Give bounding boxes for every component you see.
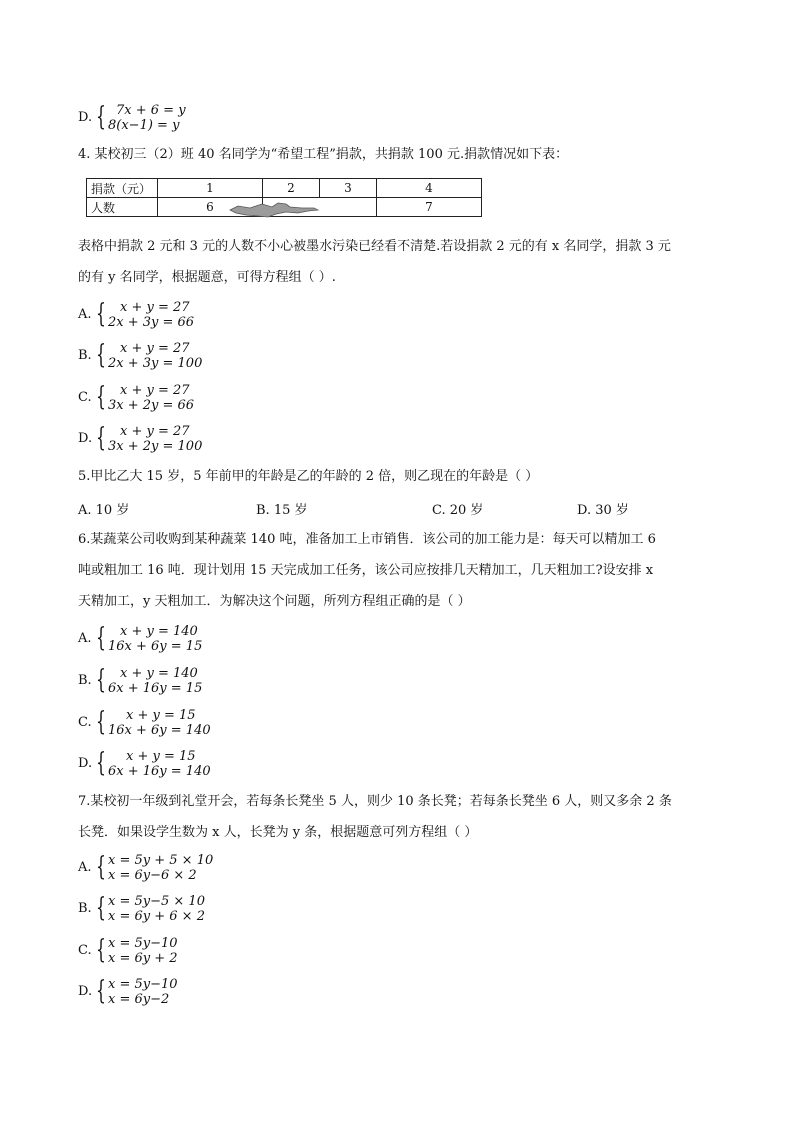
equation-1: x = 5y−10 [108,977,178,992]
option-label: C. [78,390,92,405]
table-cell: 捐款（元） [87,179,158,198]
table-cell: 6 [158,198,263,217]
option-label: A. [78,631,92,646]
q7-line-2: 长凳．如果设学生数为 x 人，长凳为 y 条，根据题意可列方程组（ ） [78,825,478,840]
q6-option-c [78,708,278,738]
option-label: D. [78,984,93,999]
q6-option-b [78,666,278,696]
brace: { [96,707,106,737]
brace: { [96,423,106,453]
q6-line-3: 天精加工，y 天粗加工．为解决这个问题，所列方程组正确的是（ ） [78,594,471,609]
q4-option-c [78,383,278,413]
brace: { [96,102,106,132]
option-label: C. [78,943,92,958]
option-label: D. [78,110,93,125]
equation-2: x = 6y + 6 × 2 [108,909,205,924]
q7-line-1: 7.某校初一年级到礼堂开会，若每条长凳坐 5 人，则少 10 条长凳；若每条长凳坐 6 人，则又多余 2 条 [78,794,672,809]
option-label: C. [78,715,92,730]
equation-2: 2x + 3y = 100 [108,356,203,371]
table-cell: 人数 [87,198,158,217]
q6-option-d [78,749,278,779]
q7-option-d [78,977,298,1007]
q7-option-c [78,936,298,966]
q4-text-2: 的有 y 名同学，根据题意，可得方程组（ ）. [78,270,336,285]
equation-2: 6x + 16y = 140 [108,764,211,779]
equation-2: 3x + 2y = 100 [108,439,203,454]
q7-option-a [78,853,298,883]
q3-option-d [78,103,278,133]
equation-1: x + y = 15 [126,708,196,723]
equation-1: x + y = 27 [120,383,190,398]
equation-1: x = 5y−5 × 10 [108,894,205,909]
brace: { [96,623,106,653]
table-cell: 1 [158,179,263,198]
equation-1: x + y = 15 [126,749,196,764]
equation-2: x = 6y−2 [108,992,170,1007]
table-row [87,179,482,198]
q5-stem: 5.甲比乙大 15 岁，5 年前甲的年龄是乙的年龄的 2 倍，则乙现在的年龄是（ ） [78,469,539,484]
equation-1: x = 5y + 5 × 10 [108,853,214,868]
option-label: B. [78,673,92,688]
equation-2: x = 6y + 2 [108,951,178,966]
equation-1: x = 5y−10 [108,936,178,951]
option-label: A. [78,307,92,322]
equation-2: 3x + 2y = 66 [108,398,195,413]
brace: { [96,340,106,370]
option-label: B. [78,901,92,916]
equation-1: 7x + 6 = y [116,103,186,118]
equation-2: 16x + 6y = 140 [108,723,211,738]
q4-option-d [78,424,278,454]
q4-option-a [78,300,278,330]
ink-stain [228,201,320,219]
equation-2: 16x + 6y = 15 [108,639,203,654]
equation-2: x = 6y−6 × 2 [108,868,197,883]
brace: { [96,748,106,778]
equation-1: x + y = 27 [120,424,190,439]
q5-option-c: C. 20 岁 [432,503,484,518]
equation-1: x + y = 27 [120,341,190,356]
q6-option-a [78,624,278,654]
table-cell: 7 [377,198,482,217]
equation-1: x + y = 140 [120,666,198,681]
q4-text-1: 表格中捐款 2 元和 3 元的人数不小心被墨水污染已经看不清楚.若设捐款 2 元的有 x 名同学，捐款 3 元 [78,239,671,254]
q4-option-b [78,341,278,371]
table-cell: 3 [320,179,377,198]
option-label: A. [78,860,92,875]
brace: { [96,665,106,695]
q5-option-a: A. 10 岁 [78,503,130,518]
option-label: D. [78,431,93,446]
brace: { [96,852,106,882]
equation-2: 8(x−1) = y [108,118,180,133]
table-cell: 4 [377,179,482,198]
brace: { [96,976,106,1006]
equation-1: x + y = 27 [120,300,190,315]
q5-option-d: D. 30 岁 [577,503,629,518]
equation-2: 2x + 3y = 66 [108,315,195,330]
q6-line-2: 吨或粗加工 16 吨．现计划用 15 天完成加工任务，该公司应按排几天精加工，几天粗加工?设安排 x [78,563,654,578]
q5-option-b: B. 15 岁 [256,503,308,518]
brace: { [96,893,106,923]
table-cell: 2 [263,179,320,198]
q6-line-1: 6.某蔬菜公司收购到某种蔬菜 140 吨，准备加工上市销售．该公司的加工能力是：每天可以精加工 6 [78,532,656,547]
equation-2: 6x + 16y = 15 [108,681,203,696]
brace: { [96,299,106,329]
option-label: B. [78,348,92,363]
q7-option-b [78,894,298,924]
q4-stem: 4. 某校初三（2）班 40 名同学为“希望工程”捐款，共捐款 100 元.捐款情况如下表： [78,147,569,162]
equation-1: x + y = 140 [120,624,198,639]
brace: { [96,382,106,412]
option-label: D. [78,756,93,771]
brace: { [96,935,106,965]
